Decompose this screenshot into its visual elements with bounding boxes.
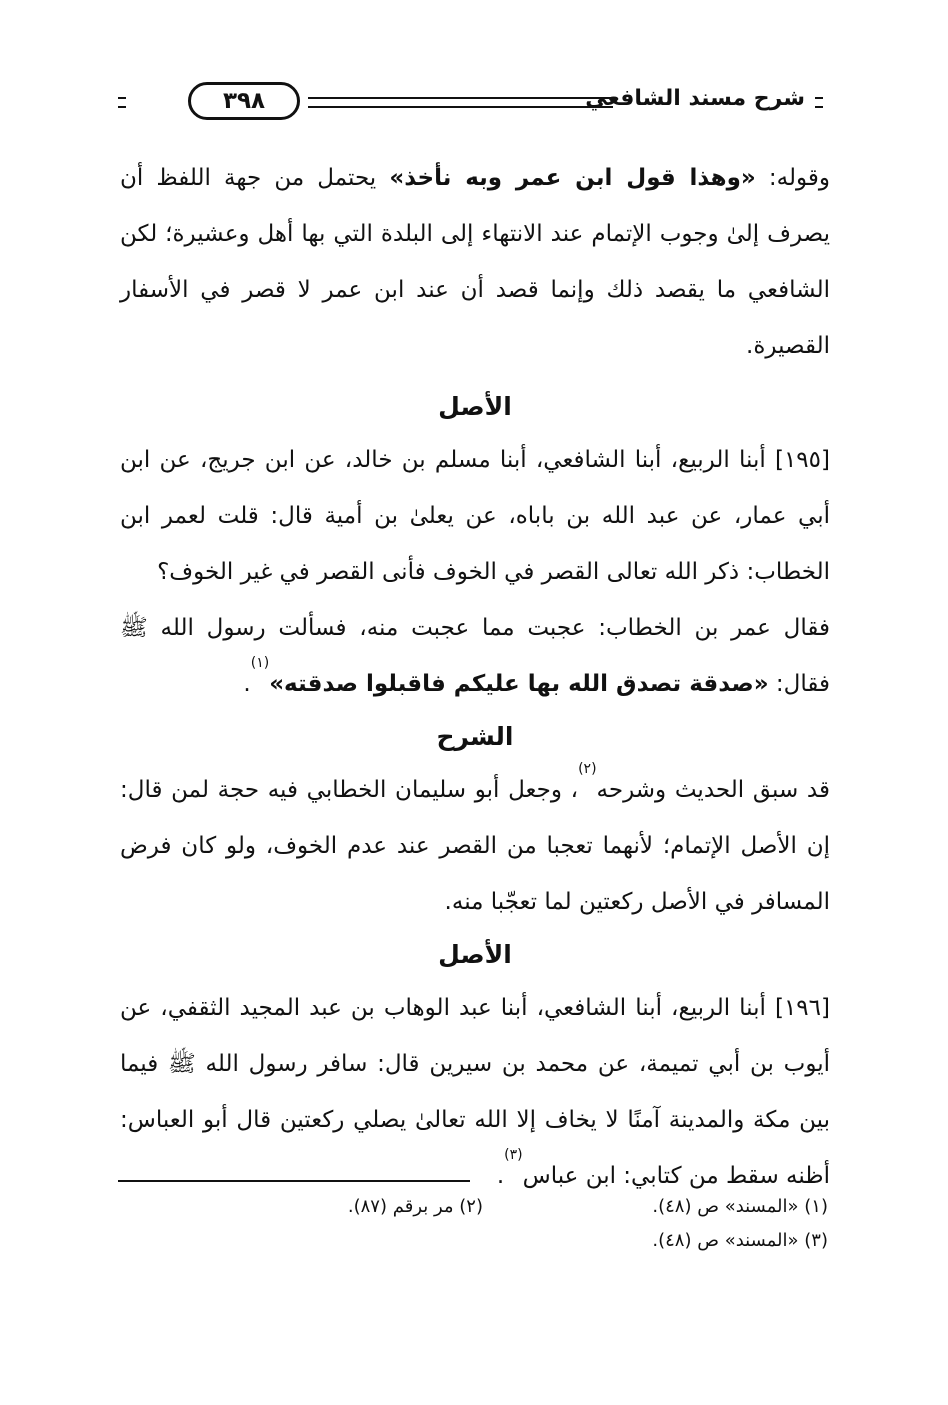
footnote-3: (٣) «المسند» ص (٤٨). — [652, 1230, 828, 1251]
footnote-row — [118, 1190, 828, 1224]
hadith-196 — [120, 980, 830, 1204]
paragraph-prefix: وقوله: — [755, 165, 830, 191]
hadith-195: [١٩٥] أبنا الربيع، أبنا الشافعي، أبنا مسلم بن خالد، عن ابن جريج، عن ابن أبي عمار، عن عبد الله بن باباه، عن يعلىٰ بن أمية قال: قلت لعمر ابن الخطاب: ذكر الله تعالى القصر في الخوف فأنى القصر في غير الخوف؟ — [120, 447, 830, 585]
running-title: شرح مسند الشافعي — [585, 86, 805, 111]
quoted-phrase: «وهذا قول ابن عمر وبه نأخذ» — [389, 165, 756, 191]
hadith-195-continuation — [120, 600, 830, 712]
footnote-ref-3: (٣) — [504, 1147, 523, 1163]
section-heading-asl: الأصل — [438, 392, 512, 421]
section-heading-sharh: الشرح — [436, 722, 514, 751]
page-header — [118, 82, 823, 122]
paragraph-body: يحتمل من جهة اللفظ أن يصرف إلىٰ وجوب الإتمام عند الانتهاء إلى البلدة التي بها أهل وعشيرة؛ لكن الشافعي ما يقصد ذلك وإنما قصد أن عند ابن عمر لا قصر في الأسفار القصيرة. — [120, 165, 830, 359]
footnote-ref-2: (٢) — [578, 761, 597, 777]
footnote-1: (١) «المسند» ص (٤٨). — [652, 1196, 828, 1217]
paragraph-commentary — [120, 150, 830, 374]
sentence-end: . — [496, 1163, 505, 1189]
header-rule-right — [815, 97, 823, 108]
hadith-196-text: [١٩٦] أبنا الربيع، أبنا الشافعي، أبنا عبد الوهاب بن عبد المجيد الثقفي، عن أيوب بن أبي تميمة، عن محمد بن سيرين قال: سافر رسول الله ﷺ فيما بين مكة والمدينة آمنًا لا يخاف إلا الله تعالىٰ يصلي ركعتين قال أبو العباس: أظنه سقط من كتابي: ابن عباس — [120, 995, 830, 1189]
sentence-end: . — [243, 671, 251, 697]
header-rule-middle — [308, 97, 613, 108]
paragraph-sharh — [120, 762, 830, 930]
hadith-quote: «صدقة تصدق الله بها عليكم فاقبلوا صدقته» — [269, 671, 769, 697]
sharh-text-a: قد سبق الحديث وشرحه — [596, 777, 830, 803]
main-text — [120, 150, 830, 1204]
header-rule-left — [118, 97, 126, 108]
section-heading-asl-2: الأصل — [438, 940, 512, 969]
page-number: ٣٩٨ — [188, 82, 300, 120]
footnotes — [118, 1190, 828, 1258]
footnote-ref-1: (١) — [250, 655, 270, 671]
hadith-text: فقال عمر بن الخطاب: عجبت مما عجبت منه، فسألت رسول الله ﷺ فقال: — [120, 615, 830, 697]
footnote-2: (٢) مر برقم (٨٧). — [347, 1196, 483, 1217]
sharh-text-b: ، وجعل أبو سليمان الخطابي فيه حجة لمن قال: إن الأصل الإتمام؛ لأنهما تعجبا من القصر عند عدم الخوف، ولو كان فرض المسافر في الأصل ركعتين لما تعجّبا منه. — [120, 777, 830, 915]
footnote-row — [118, 1224, 828, 1258]
footnote-separator — [118, 1180, 470, 1182]
